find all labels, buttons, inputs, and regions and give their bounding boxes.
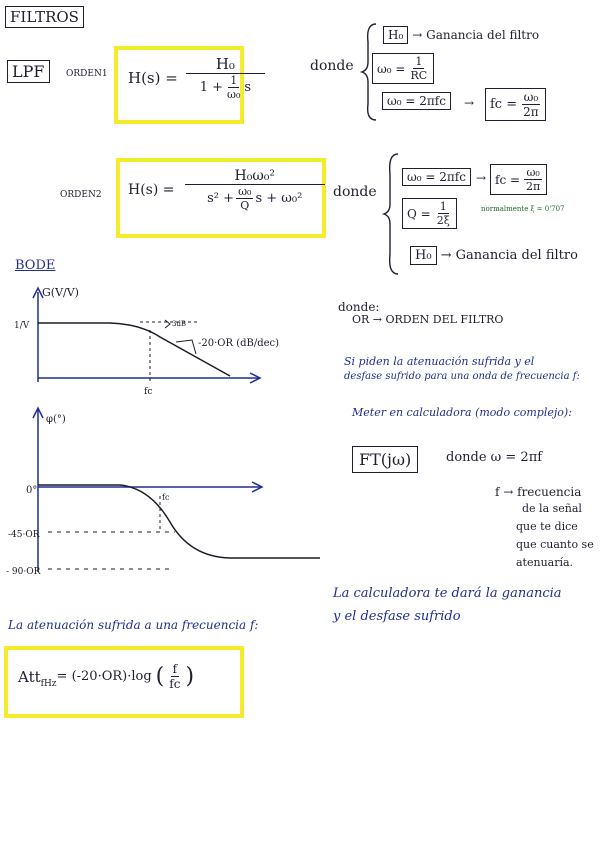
slope-label: -20·OR (dB/dec) [198, 338, 280, 349]
orden1-den-frac-d: ω₀ [227, 88, 241, 101]
notes-donde: donde: [338, 300, 380, 314]
orden2-den-frac-n: ω₀ [238, 185, 252, 198]
orden2-normal: normalmente ξ = 0'707 [481, 205, 565, 213]
att-title: La atenuación sufrida a una frecuencia f: [8, 618, 259, 632]
phase-fc-label: fc [162, 493, 170, 502]
orden1-fc-d: 2π [523, 105, 539, 119]
notes-f-5: atenuaría. [516, 556, 574, 569]
bode-plots [0, 282, 330, 582]
orden2-num: H₀ω₀² [185, 168, 325, 185]
notes-or: OR → ORDEN DEL FILTRO [352, 313, 504, 326]
phase-0-label: 0° [26, 485, 38, 496]
orden1-w0b: ω₀ = 2πfc [382, 92, 451, 110]
notes-calc-1: La calculadora te dará la ganancia [333, 586, 562, 601]
orden2-arrow: → [476, 171, 487, 185]
phase-45-label: -45·OR [8, 530, 40, 540]
notes-meter: Meter en calculadora (modo complejo): [352, 406, 572, 419]
orden2-label: ORDEN2 [60, 190, 102, 200]
orden1-h0-desc: → Ganancia del filtro [412, 28, 540, 42]
orden1-formula [128, 55, 265, 101]
att-d: fc [169, 677, 181, 691]
att-rhs: = (-20·OR)·log [56, 669, 152, 684]
notes-si-2: desfase sufrido para una onda de frecuencia f: [344, 371, 580, 382]
gain-level-label: 1/V [14, 321, 30, 331]
lpf-label: LPF [7, 60, 50, 83]
bode-label: BODE [15, 258, 56, 273]
orden2-den-frac-d: Q [240, 199, 250, 212]
orden2-fc-d: 2π [526, 180, 541, 193]
gain-axis-label: G(V/V) [42, 286, 79, 299]
orden2-fraction [185, 168, 325, 212]
att-paren-open: ( [155, 664, 165, 689]
orden1-w0-d: RC [410, 69, 428, 82]
orden2-den-b: s + ω₀² [255, 191, 303, 206]
orden2-q-row [402, 198, 457, 229]
notes-f-3: que te dice [516, 520, 578, 533]
orden2-h0-desc: → Ganancia del filtro [440, 248, 578, 263]
notes-calc-2: y el desfase sufrido [333, 609, 461, 624]
orden2-fc-lhs: fc = [495, 172, 521, 187]
att-lhs: Att [18, 667, 41, 686]
orden1-den-b: s [244, 80, 252, 95]
notes-f-1: f → frecuencia [495, 485, 582, 499]
orden1-fc-row [485, 88, 546, 121]
orden1-fraction [186, 55, 265, 101]
orden1-fc-lhs: fc = [490, 97, 518, 112]
att-formula [18, 662, 194, 691]
orden1-w0-n: 1 [415, 55, 423, 68]
notes-f-4: que cuanto se [516, 538, 594, 551]
orden2-q-n: 1 [439, 200, 447, 213]
orden2-q-lhs: Q = [407, 206, 431, 221]
notes-ft-donde: donde ω = 2πf [446, 450, 543, 465]
orden1-num: H₀ [186, 55, 265, 74]
orden2-formula [128, 168, 325, 212]
att-sub: fHz [40, 678, 57, 689]
gain-fc-label: fc [144, 387, 153, 397]
orden2-h0: H₀ [410, 246, 437, 265]
orden1-label: ORDEN1 [66, 69, 108, 79]
page-title: FILTROS [5, 6, 84, 28]
3db-label: 3dB [172, 320, 187, 328]
phase-curve [38, 485, 320, 558]
orden1-arrow: → [464, 96, 475, 110]
att-n: f [172, 662, 178, 676]
att-paren-close: ) [185, 664, 195, 689]
orden1-fc-n: ω₀ [523, 90, 539, 104]
phase-90-label: - 90·OR [6, 567, 41, 577]
gain-curve [38, 323, 230, 376]
orden2-fc-n: ω₀ [526, 166, 540, 179]
orden2-h0-row [410, 246, 578, 265]
orden1-h0: H₀ [383, 26, 408, 44]
phase-axis-label: φ(°) [46, 414, 66, 425]
orden1-h-lhs: H(s) = [128, 69, 178, 87]
orden2-h-lhs: H(s) = [128, 182, 175, 198]
notes-si-1: Si piden la atenuación sufrida y el [344, 355, 535, 368]
orden1-donde: donde [310, 58, 354, 74]
orden1-w0-lhs: ω₀ = [377, 61, 406, 76]
orden2-den: s² + [207, 191, 235, 206]
orden1-den-a: 1 + [199, 80, 223, 95]
orden2-donde: donde [333, 184, 377, 200]
notes-f-2: de la señal [522, 502, 582, 515]
notes-ft: FT(jω) [352, 446, 418, 473]
orden2-q-d: 2ξ [436, 214, 450, 227]
orden2-w0: ω₀ = 2πfc [402, 168, 471, 186]
orden1-h0-row [383, 26, 539, 44]
3db-bracket [165, 320, 170, 328]
orden2-fc-row [490, 164, 547, 195]
orden1-w0-row [372, 53, 434, 84]
orden2-brace [382, 152, 402, 276]
orden1-den-frac-n: 1 [230, 74, 238, 87]
